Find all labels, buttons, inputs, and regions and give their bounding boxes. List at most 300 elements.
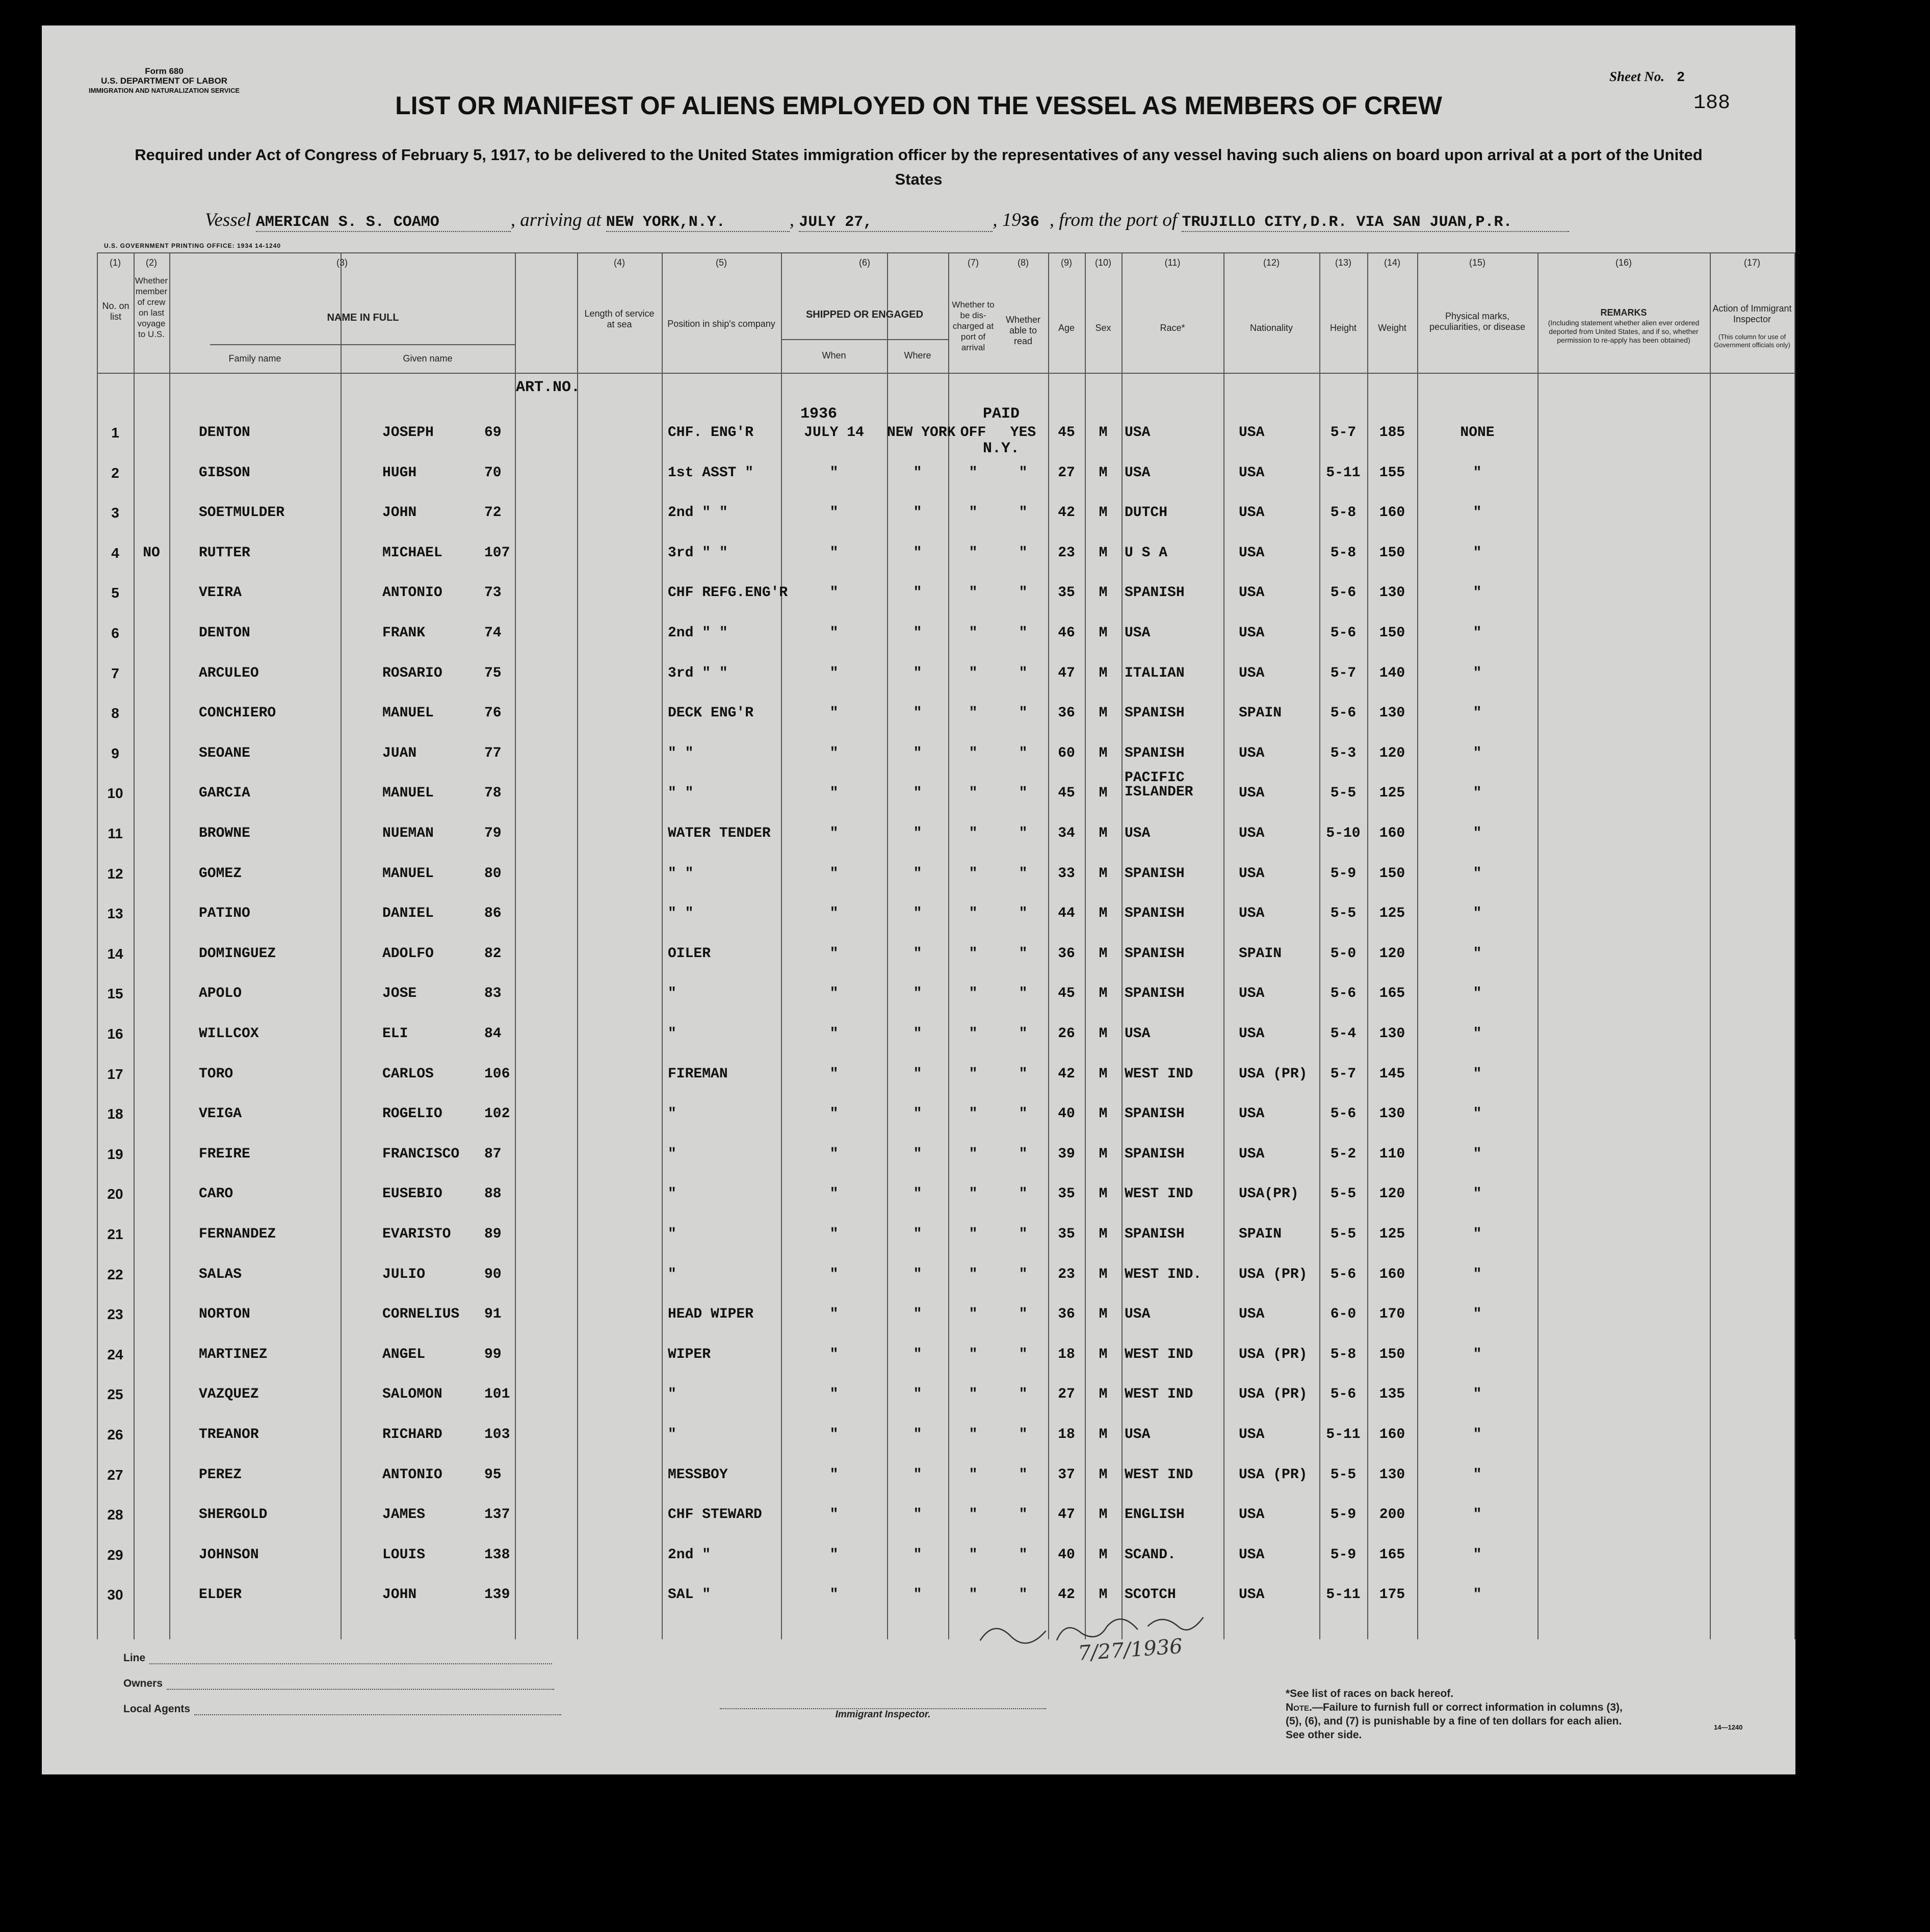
cell-position: " " bbox=[668, 745, 694, 761]
cell-read: " bbox=[1019, 1266, 1028, 1282]
cell-art: 78 bbox=[484, 785, 502, 802]
cell-family: SHERGOLD bbox=[199, 1507, 268, 1523]
crew-row bbox=[97, 1017, 1795, 1057]
cell-sex: M bbox=[1099, 1266, 1108, 1282]
cell-given: CARLOS bbox=[382, 1066, 434, 1082]
date-separator: , bbox=[789, 210, 794, 230]
service-name: IMMIGRATION AND NATURALIZATION SERVICE bbox=[89, 87, 240, 94]
cell-where: " bbox=[913, 625, 922, 641]
cell-position: " bbox=[668, 1146, 676, 1162]
cell-no: 9 bbox=[111, 745, 119, 761]
cell-where: " bbox=[913, 1547, 922, 1563]
cell-read: " bbox=[1019, 1226, 1028, 1242]
cell-nat: USA bbox=[1239, 1587, 1265, 1603]
cell-marks: " bbox=[1473, 585, 1482, 601]
cell-height: 5-11 bbox=[1326, 1587, 1361, 1603]
cell-disch: " bbox=[969, 465, 978, 481]
crew-row bbox=[97, 416, 1795, 455]
crew-row bbox=[97, 1578, 1795, 1617]
cell-age: 46 bbox=[1058, 625, 1075, 641]
cell-sex: M bbox=[1099, 1226, 1108, 1242]
cell-when: " bbox=[829, 1186, 839, 1202]
cell-marks: " bbox=[1473, 505, 1482, 521]
cell-nat: USA (PR) bbox=[1239, 1466, 1308, 1483]
cell-nat: USA bbox=[1239, 625, 1265, 641]
cell-position: OILER bbox=[668, 945, 711, 962]
cell-nat: USA (PR) bbox=[1239, 1266, 1308, 1282]
col-num-12: (12) bbox=[1263, 257, 1280, 268]
cell-family: SEOANE bbox=[199, 745, 250, 761]
cell-height: 5-10 bbox=[1326, 826, 1361, 841]
col-num-6: (6) bbox=[859, 257, 870, 268]
cell-age: 23 bbox=[1058, 545, 1075, 561]
cell-sex: M bbox=[1099, 465, 1108, 481]
binder-hole bbox=[10, 1524, 31, 1544]
cell-position: FIREMAN bbox=[668, 1066, 728, 1082]
cell-no: 23 bbox=[107, 1306, 123, 1323]
cell-disch: " bbox=[969, 1306, 978, 1323]
cell-position: SAL " bbox=[668, 1587, 711, 1603]
cell-where: " bbox=[913, 1146, 922, 1162]
cell-nat: USA(PR) bbox=[1239, 1186, 1299, 1202]
cell-weight: 125 bbox=[1379, 785, 1405, 802]
cell-marks: " bbox=[1473, 1547, 1482, 1563]
cell-disch: " bbox=[969, 625, 978, 641]
cell-age: 18 bbox=[1058, 1427, 1075, 1442]
cell-no: 5 bbox=[111, 585, 119, 601]
cell-position: " bbox=[668, 1386, 676, 1403]
cell-marks: " bbox=[1473, 986, 1482, 1002]
cell-sex: M bbox=[1099, 1066, 1108, 1082]
cell-nat: USA bbox=[1239, 585, 1265, 601]
cell-family: SALAS bbox=[199, 1266, 242, 1282]
note-text: —Failure to furnish full or correct information in columns (3), (5), (6), and (7) is punishable by a fine of ten dollars for each alien. See other side. bbox=[1286, 1702, 1623, 1741]
cell-height: 5-8 bbox=[1330, 505, 1357, 521]
cell-when: " bbox=[829, 1507, 839, 1523]
cell-weight: 150 bbox=[1379, 625, 1405, 641]
cell-position: " " bbox=[668, 785, 694, 802]
cell-weight: 155 bbox=[1379, 465, 1405, 481]
cell-race: USA bbox=[1125, 425, 1151, 441]
cell-height: 5-6 bbox=[1330, 1386, 1357, 1403]
cell-age: 36 bbox=[1058, 945, 1075, 962]
cell-nat: USA bbox=[1239, 665, 1265, 681]
cell-when: " bbox=[829, 1146, 839, 1162]
cell-no: 19 bbox=[107, 1146, 123, 1162]
cell-height: 5-8 bbox=[1330, 1346, 1357, 1362]
cell-marks: " bbox=[1473, 785, 1482, 802]
cell-no: 24 bbox=[107, 1346, 123, 1362]
cell-age: 33 bbox=[1058, 865, 1075, 882]
cell-height: 5-2 bbox=[1330, 1146, 1357, 1162]
cell-given: JAMES bbox=[382, 1507, 426, 1523]
cell-disch: " bbox=[969, 826, 978, 841]
cell-nat: SPAIN bbox=[1239, 1226, 1282, 1242]
cell-art: 89 bbox=[484, 1226, 502, 1242]
cell-disch: " bbox=[969, 665, 978, 681]
cell-where: " bbox=[913, 705, 922, 722]
crew-row bbox=[97, 857, 1795, 896]
cell-marks: " bbox=[1473, 625, 1482, 641]
cell-family: DENTON bbox=[199, 625, 250, 641]
cell-position: MESSBOY bbox=[668, 1466, 728, 1483]
cell-disch: " bbox=[969, 1026, 978, 1042]
cell-family: ELDER bbox=[199, 1587, 242, 1603]
cell-when: " bbox=[829, 906, 839, 922]
cell-disch: " bbox=[969, 585, 978, 601]
cell-age: 36 bbox=[1058, 705, 1075, 722]
cell-race: SCAND. bbox=[1125, 1547, 1176, 1563]
cell-no: 27 bbox=[107, 1466, 123, 1483]
cell-weight: 110 bbox=[1379, 1146, 1405, 1162]
cell-art: 76 bbox=[484, 705, 502, 722]
cell-height: 5-9 bbox=[1330, 1547, 1357, 1563]
footer-owners-label: Owners bbox=[123, 1678, 163, 1689]
cell-disch: OFF bbox=[960, 425, 986, 441]
cell-art: 75 bbox=[484, 665, 502, 681]
cell-family: NORTON bbox=[199, 1306, 250, 1323]
cell-when: " bbox=[829, 1427, 839, 1442]
cell-disch: " bbox=[969, 705, 978, 722]
race-note: *See list of races on back hereof. bbox=[1286, 1688, 1454, 1699]
cell-height: 5-5 bbox=[1330, 785, 1357, 802]
svg-text:7/27/1936: 7/27/1936 bbox=[1077, 1634, 1184, 1666]
year-prefix: , 19 bbox=[993, 210, 1021, 230]
cell-art: 77 bbox=[484, 745, 502, 761]
col-head-sex: Sex bbox=[1095, 323, 1111, 333]
vessel-label: Vessel bbox=[205, 210, 251, 230]
cell-marks: " bbox=[1473, 1587, 1482, 1603]
cell-sex: M bbox=[1099, 1026, 1108, 1042]
binder-hole bbox=[10, 1253, 31, 1274]
cell-weight: 150 bbox=[1379, 1346, 1405, 1362]
crew-row bbox=[97, 1418, 1795, 1457]
cell-disch: " bbox=[969, 545, 978, 561]
arriving-port: NEW YORK,N.Y. bbox=[606, 214, 790, 232]
shipped-year: 1936 bbox=[800, 405, 838, 423]
cell-read: " bbox=[1019, 906, 1028, 922]
col-num-7: (7) bbox=[968, 257, 979, 268]
cell-given: HUGH bbox=[382, 465, 417, 481]
cell-race: SCOTCH bbox=[1125, 1587, 1176, 1603]
cell-no: 4 bbox=[111, 545, 119, 561]
footer-agents-field bbox=[123, 1703, 561, 1715]
cell-age: 23 bbox=[1058, 1266, 1075, 1282]
binder-hole bbox=[10, 245, 31, 265]
footer-notes bbox=[1286, 1687, 1632, 1742]
cell-position: 1st ASST " bbox=[668, 465, 754, 481]
cell-age: 18 bbox=[1058, 1346, 1075, 1362]
col-num-11: (11) bbox=[1164, 257, 1181, 268]
sheet-label: Sheet No. bbox=[1609, 69, 1664, 84]
col-head-shipped: SHIPPED OR ENGAGED bbox=[805, 309, 924, 320]
cell-where: " bbox=[913, 945, 922, 962]
cell-disch: " bbox=[969, 1547, 978, 1563]
cell-position: WATER TENDER bbox=[668, 826, 771, 841]
cell-where: " bbox=[913, 1266, 922, 1282]
cell-position: DECK ENG'R bbox=[668, 705, 754, 722]
cell-family: WILLCOX bbox=[199, 1026, 259, 1042]
cell-age: 45 bbox=[1058, 785, 1075, 802]
cell-position: " bbox=[668, 986, 676, 1002]
cell-art: 107 bbox=[484, 545, 510, 561]
col-head-name: NAME IN FULL bbox=[327, 312, 399, 323]
cell-disch: " bbox=[969, 745, 978, 761]
discharge-port-note: N.Y. bbox=[983, 440, 1020, 457]
cell-where: " bbox=[913, 1466, 922, 1483]
cell-disch: " bbox=[969, 1266, 978, 1282]
cell-when: " bbox=[829, 986, 839, 1002]
cell-read: " bbox=[1019, 1146, 1028, 1162]
col-head-weight: Weight bbox=[1378, 323, 1406, 333]
form-number: Form 680 bbox=[145, 66, 184, 76]
cell-given: ANTONIO bbox=[382, 585, 442, 601]
cell-when: " bbox=[829, 1346, 839, 1362]
cell-race: WEST IND. bbox=[1125, 1266, 1202, 1282]
cell-marks: " bbox=[1473, 945, 1482, 962]
cell-family: MARTINEZ bbox=[199, 1346, 268, 1362]
cell-weight: 125 bbox=[1379, 906, 1405, 922]
cell-where: " bbox=[913, 1427, 922, 1442]
crew-row bbox=[97, 736, 1795, 776]
cell-marks: " bbox=[1473, 545, 1482, 561]
cell-where: " bbox=[913, 826, 922, 841]
cell-weight: 185 bbox=[1379, 425, 1405, 441]
col-num-14: (14) bbox=[1384, 257, 1400, 268]
cell-where: " bbox=[913, 865, 922, 882]
cell-marks: " bbox=[1473, 865, 1482, 882]
col-head-where: Where bbox=[904, 350, 931, 360]
cell-race: SPANISH bbox=[1125, 986, 1185, 1002]
cell-disch: " bbox=[969, 1346, 978, 1362]
cell-given: RICHARD bbox=[382, 1427, 442, 1442]
cell-sex: M bbox=[1099, 1306, 1108, 1323]
cell-sex: M bbox=[1099, 1386, 1108, 1403]
cell-given: ANGEL bbox=[382, 1346, 426, 1362]
cell-age: 35 bbox=[1058, 585, 1075, 601]
cell-age: 40 bbox=[1058, 1106, 1075, 1122]
page-number: 188 bbox=[1693, 92, 1731, 115]
cell-family: FREIRE bbox=[199, 1146, 250, 1162]
cell-nat: SPAIN bbox=[1239, 705, 1282, 722]
cell-no: 3 bbox=[111, 505, 119, 521]
footer-line-field bbox=[123, 1652, 552, 1664]
cell-when: " bbox=[829, 585, 839, 601]
cell-given: EVARISTO bbox=[382, 1226, 451, 1242]
cell-sex: M bbox=[1099, 705, 1108, 722]
cell-when: " bbox=[829, 1226, 839, 1242]
cell-where: " bbox=[913, 545, 922, 561]
cell-height: 5-9 bbox=[1330, 865, 1357, 882]
cell-weight: 130 bbox=[1379, 1026, 1405, 1042]
cell-given: JOHN bbox=[382, 505, 417, 521]
cell-race: WEST IND bbox=[1125, 1066, 1193, 1082]
cell-race: WEST IND bbox=[1125, 1466, 1193, 1483]
cell-art: 84 bbox=[484, 1026, 502, 1042]
cell-read: " bbox=[1019, 1306, 1028, 1323]
cell-height: 5-3 bbox=[1330, 745, 1357, 761]
sheet-value: 2 bbox=[1677, 70, 1685, 86]
crew-row bbox=[97, 976, 1795, 1016]
cell-when: " bbox=[829, 1547, 839, 1563]
cell-height: 5-6 bbox=[1330, 1106, 1357, 1122]
sheet-number bbox=[1609, 69, 1685, 86]
cell-race: DUTCH bbox=[1125, 505, 1168, 521]
crew-table bbox=[97, 252, 1795, 1639]
cell-when: " bbox=[829, 1306, 839, 1323]
cell-height: 5-6 bbox=[1330, 585, 1357, 601]
cell-sex: M bbox=[1099, 585, 1108, 601]
cell-height: 5-6 bbox=[1330, 1266, 1357, 1282]
cell-family: TORO bbox=[199, 1066, 233, 1082]
departure-port: TRUJILLO CITY,D.R. VIA SAN JUAN,P.R. bbox=[1182, 214, 1569, 232]
cell-family: RUTTER bbox=[199, 545, 250, 561]
cell-race: USA bbox=[1125, 1026, 1151, 1042]
cell-nat: USA (PR) bbox=[1239, 1346, 1308, 1362]
cell-disch: " bbox=[969, 906, 978, 922]
cell-age: 27 bbox=[1058, 465, 1075, 481]
cell-weight: 165 bbox=[1379, 986, 1405, 1002]
cell-marks: " bbox=[1473, 1507, 1482, 1523]
cell-disch: " bbox=[969, 1146, 978, 1162]
cell-race: U S A bbox=[1125, 545, 1168, 561]
cell-read: " bbox=[1019, 1386, 1028, 1403]
col-head-nationality: Nationality bbox=[1249, 323, 1293, 333]
cell-position: HEAD WIPER bbox=[668, 1306, 754, 1323]
department-name: U.S. DEPARTMENT OF LABOR bbox=[101, 76, 228, 86]
crew-row bbox=[97, 1337, 1795, 1377]
cell-art: 95 bbox=[484, 1466, 502, 1483]
cell-sex: M bbox=[1099, 1466, 1108, 1483]
cell-race: SPANISH bbox=[1125, 865, 1185, 882]
cell-nat: USA bbox=[1239, 1106, 1265, 1122]
cell-read: YES bbox=[1010, 425, 1036, 441]
cell-marks: " bbox=[1473, 745, 1482, 761]
cell-art: 69 bbox=[484, 425, 502, 441]
from-port-label: , from the port of bbox=[1049, 210, 1178, 230]
cell-marks: " bbox=[1473, 665, 1482, 681]
cell-weight: 130 bbox=[1379, 1466, 1405, 1483]
cell-age: 42 bbox=[1058, 1587, 1075, 1603]
cell-race: USA bbox=[1125, 465, 1151, 481]
cell-height: 5-5 bbox=[1330, 906, 1357, 922]
cell-position: " " bbox=[668, 906, 694, 922]
cell-disch: " bbox=[969, 945, 978, 962]
cell-marks: " bbox=[1473, 906, 1482, 922]
cell-nat: USA bbox=[1239, 1427, 1265, 1442]
cell-nat: USA (PR) bbox=[1239, 1386, 1308, 1403]
cell-where: NEW YORK bbox=[887, 425, 956, 441]
cell-nat: SPAIN bbox=[1239, 945, 1282, 962]
cell-no: 25 bbox=[107, 1386, 123, 1403]
cell-read: " bbox=[1019, 505, 1028, 521]
cell-when: " bbox=[829, 785, 839, 802]
cell-given: ADOLFO bbox=[382, 945, 434, 962]
cell-disch: " bbox=[969, 1106, 978, 1122]
cell-position: WIPER bbox=[668, 1346, 711, 1362]
crew-row bbox=[97, 770, 1795, 816]
cell-marks: " bbox=[1473, 1066, 1482, 1082]
arrival-date: JULY 27, bbox=[799, 214, 993, 232]
cell-when: " bbox=[829, 465, 839, 481]
crew-row bbox=[97, 1538, 1795, 1578]
cell-weight: 150 bbox=[1379, 545, 1405, 561]
cell-weight: 120 bbox=[1379, 1186, 1405, 1202]
cell-family: GARCIA bbox=[199, 785, 250, 802]
cell-art: 70 bbox=[484, 465, 502, 481]
cell-given: DANIEL bbox=[382, 906, 434, 922]
cell-read: " bbox=[1019, 1427, 1028, 1442]
cell-race: USA bbox=[1125, 1306, 1151, 1323]
cell-read: " bbox=[1019, 1587, 1028, 1603]
cell-crew: NO bbox=[143, 545, 160, 561]
crew-row bbox=[97, 656, 1795, 696]
cell-race: ITALIAN bbox=[1125, 665, 1185, 681]
col-head-remarks: REMARKS bbox=[1600, 307, 1647, 318]
col-head-given: Given name bbox=[403, 353, 453, 364]
cell-marks: " bbox=[1473, 1186, 1482, 1202]
cell-position: " bbox=[668, 1026, 676, 1042]
cell-race: WEST IND bbox=[1125, 1186, 1193, 1202]
col-head-crew: Whether member of crew on last voyage to U.S. bbox=[135, 276, 168, 339]
cell-when: " bbox=[829, 505, 839, 521]
form-code: 14—1240 bbox=[1714, 1723, 1743, 1731]
cell-art: 91 bbox=[484, 1306, 502, 1323]
cell-read: " bbox=[1019, 1507, 1028, 1523]
col-head-height: Height bbox=[1329, 323, 1357, 333]
cell-read: " bbox=[1019, 745, 1028, 761]
cell-sex: M bbox=[1099, 665, 1108, 681]
cell-art: 138 bbox=[484, 1547, 510, 1563]
col-head-race: Race* bbox=[1160, 323, 1185, 333]
cell-disch: " bbox=[969, 1186, 978, 1202]
cell-marks: " bbox=[1473, 1266, 1482, 1282]
cell-when: " bbox=[829, 665, 839, 681]
cell-read: " bbox=[1019, 1026, 1028, 1042]
cell-no: 11 bbox=[108, 826, 123, 841]
cell-nat: USA bbox=[1239, 1306, 1265, 1323]
binder-hole bbox=[10, 1605, 31, 1625]
cell-sex: M bbox=[1099, 1427, 1108, 1442]
cell-nat: USA bbox=[1239, 745, 1265, 761]
cell-no: 7 bbox=[111, 665, 119, 681]
cell-weight: 165 bbox=[1379, 1547, 1405, 1563]
cell-position: " bbox=[668, 1226, 676, 1242]
col-num-9: (9) bbox=[1061, 257, 1072, 268]
cell-disch: " bbox=[969, 1386, 978, 1403]
cell-family: CARO bbox=[199, 1186, 233, 1202]
cell-family: APOLO bbox=[199, 986, 242, 1002]
col-head-inspector: Action of Immigrant Inspector bbox=[1712, 303, 1792, 324]
cell-age: 47 bbox=[1058, 665, 1075, 681]
cell-where: " bbox=[913, 465, 922, 481]
cell-given: ROGELIO bbox=[382, 1106, 442, 1122]
cell-weight: 150 bbox=[1379, 865, 1405, 882]
cell-given: NUEMAN bbox=[382, 826, 434, 841]
crew-row bbox=[97, 496, 1795, 535]
cell-art: 106 bbox=[484, 1066, 510, 1082]
cell-where: " bbox=[913, 1066, 922, 1082]
binder-hole bbox=[10, 676, 31, 696]
cell-no: 15 bbox=[107, 986, 123, 1002]
cell-age: 60 bbox=[1058, 745, 1075, 761]
cell-where: " bbox=[913, 1306, 922, 1323]
cell-where: " bbox=[913, 1226, 922, 1242]
cell-no: 1 bbox=[111, 425, 119, 441]
cell-sex: M bbox=[1099, 505, 1108, 521]
cell-marks: " bbox=[1473, 1226, 1482, 1242]
crew-row bbox=[97, 1377, 1795, 1417]
